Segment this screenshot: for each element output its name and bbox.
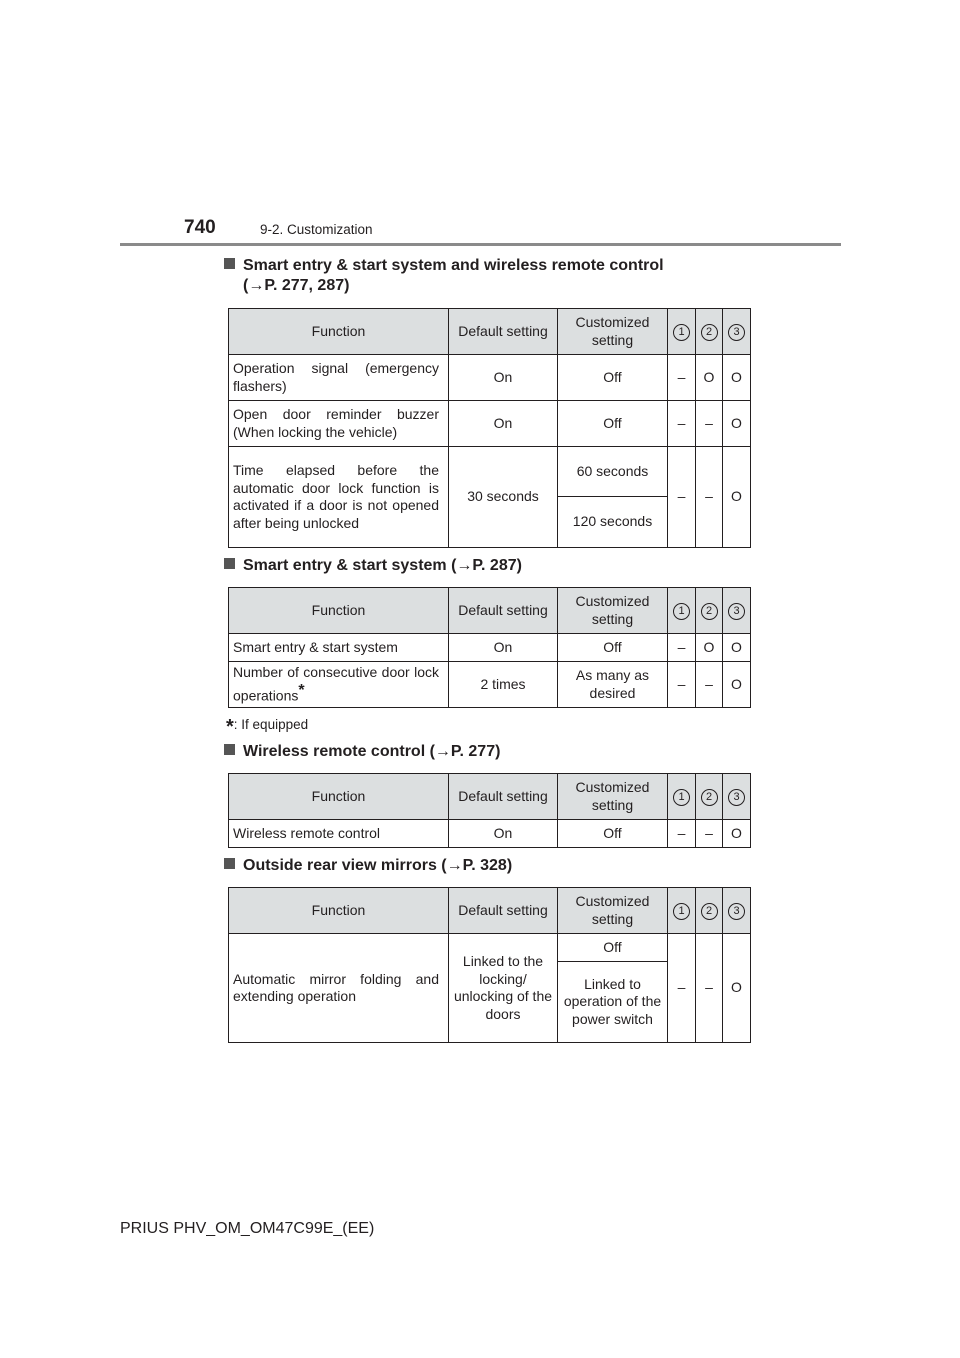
footnote-asterisk: *	[226, 716, 234, 738]
function-cell: Smart entry & start system	[229, 634, 449, 662]
table-row	[229, 662, 751, 708]
customized-cell: As many as desired	[558, 662, 668, 708]
mark-cell-2: –	[696, 662, 723, 708]
mark-cell-2: –	[696, 401, 723, 447]
settings-table-mirrors	[228, 887, 751, 1043]
section-heading-smart-entry-wireless: Smart entry & start system and wireless remote control (→P. 277, 287)	[224, 256, 664, 296]
page-number: 740	[184, 217, 216, 238]
function-cell: Operation signal (emergency flashers)	[229, 355, 449, 401]
mark-cell-2: –	[696, 934, 723, 1043]
default-cell: On	[449, 634, 558, 662]
settings-table-wireless-remote	[228, 773, 751, 848]
function-cell: Wireless remote control	[229, 820, 449, 848]
table-header-row	[229, 309, 751, 355]
default-cell: Linked to the locking/ unlocking of the doors	[449, 934, 558, 1043]
function-cell: Number of consecutive door lock operations*	[229, 662, 449, 708]
mark-cell-1: –	[668, 447, 696, 548]
default-cell: 2 times	[449, 662, 558, 708]
mark-cell-2: –	[696, 820, 723, 848]
mark-cell-3: O	[723, 401, 751, 447]
table-row	[229, 634, 751, 662]
mark-cell-2: O	[696, 355, 723, 401]
section-heading-wireless-remote: Wireless remote control (→P. 277)	[224, 742, 500, 762]
mark-cell-1: –	[668, 634, 696, 662]
default-cell: On	[449, 401, 558, 447]
col-header-default: Default setting	[449, 309, 558, 355]
table-header-row	[229, 888, 751, 934]
customized-cell: Off	[558, 934, 668, 962]
table-row	[229, 820, 751, 848]
mark-cell-2: O	[696, 634, 723, 662]
circled-1-icon: 1	[673, 324, 690, 341]
mark-cell-3: O	[723, 820, 751, 848]
mark-cell-2: –	[696, 447, 723, 548]
customized-cell: 60 seconds	[558, 447, 668, 497]
customized-cell: Off	[558, 401, 668, 447]
default-cell: On	[449, 820, 558, 848]
mark-cell-3: O	[723, 634, 751, 662]
function-cell: Open door reminder buzzer (When locking the vehicle)	[229, 401, 449, 447]
circled-1-icon: 1	[673, 903, 690, 920]
footnote-asterisk: *	[298, 681, 305, 699]
col-header-function: Function	[229, 774, 449, 820]
col-header-default: Default setting	[449, 888, 558, 934]
bullet-square-icon	[224, 744, 235, 755]
circled-3-icon: 3	[728, 903, 745, 920]
circled-1-icon: 1	[673, 603, 690, 620]
mark-cell-1: –	[668, 662, 696, 708]
circled-2-icon: 2	[701, 324, 718, 341]
function-cell: Time elapsed before the automatic door lock function is activated if a door is not opened after being unlocked	[229, 447, 449, 548]
section-heading-mirrors: Outside rear view mirrors (→P. 328)	[224, 856, 512, 876]
customized-cell: Off	[558, 820, 668, 848]
circled-3-icon: 3	[728, 324, 745, 341]
customized-cell: 120 seconds	[558, 497, 668, 548]
default-cell: 30 seconds	[449, 447, 558, 548]
function-cell: Automatic mirror folding and extending operation	[229, 934, 449, 1043]
mark-cell-1: –	[668, 934, 696, 1043]
section-heading-smart-entry: Smart entry & start system (→P. 287)	[224, 556, 522, 576]
table-header-row	[229, 588, 751, 634]
customized-cell: Off	[558, 634, 668, 662]
circled-3-icon: 3	[728, 603, 745, 620]
bullet-square-icon	[224, 558, 235, 569]
table-row	[229, 934, 751, 962]
mark-cell-3: O	[723, 934, 751, 1043]
bullet-square-icon	[224, 258, 235, 269]
customized-cell: Off	[558, 355, 668, 401]
col-header-default: Default setting	[449, 774, 558, 820]
col-header-customized: Customized setting	[558, 774, 668, 820]
mark-cell-1: –	[668, 355, 696, 401]
customized-cell: Linked to operation of the power switch	[558, 962, 668, 1043]
col-header-function: Function	[229, 888, 449, 934]
mark-cell-3: O	[723, 355, 751, 401]
footnote: *: If equipped	[226, 716, 309, 738]
col-header-customized: Customized setting	[558, 588, 668, 634]
col-header-function: Function	[229, 588, 449, 634]
circled-2-icon: 2	[701, 903, 718, 920]
section-label: 9-2. Customization	[260, 222, 373, 237]
table-row	[229, 355, 751, 401]
table-header-row	[229, 774, 751, 820]
header-rule	[120, 243, 841, 246]
document-code-footer: PRIUS PHV_OM_OM47C99E_(EE)	[120, 1220, 375, 1237]
default-cell: On	[449, 355, 558, 401]
col-header-default: Default setting	[449, 588, 558, 634]
circled-2-icon: 2	[701, 603, 718, 620]
table-row	[229, 401, 751, 447]
table-row	[229, 447, 751, 497]
col-header-function: Function	[229, 309, 449, 355]
mark-cell-1: –	[668, 820, 696, 848]
col-header-customized: Customized setting	[558, 888, 668, 934]
col-header-customized: Customized setting	[558, 309, 668, 355]
settings-table-smart-entry	[228, 587, 751, 708]
mark-cell-3: O	[723, 447, 751, 548]
mark-cell-1: –	[668, 401, 696, 447]
circled-2-icon: 2	[701, 789, 718, 806]
circled-1-icon: 1	[673, 789, 690, 806]
bullet-square-icon	[224, 858, 235, 869]
mark-cell-3: O	[723, 662, 751, 708]
circled-3-icon: 3	[728, 789, 745, 806]
settings-table-smart-entry-wireless	[228, 308, 751, 548]
